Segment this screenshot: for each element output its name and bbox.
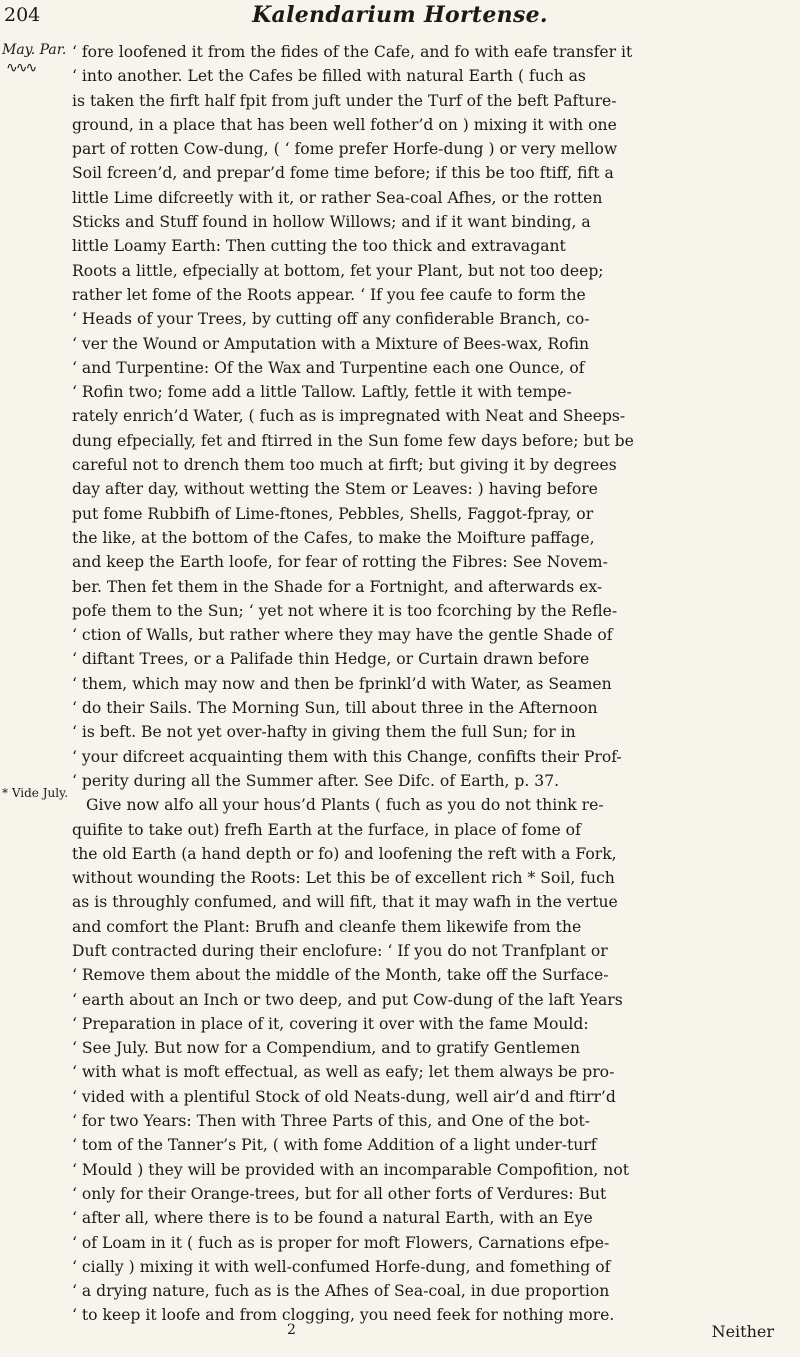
text-line: Sticks and Stuff found in hollow Willows; and if it want binding, a (72, 213, 591, 232)
text-line: and keep the Earth loofe, for fear of rotting the Fibres: See Novem- (72, 553, 608, 572)
text-line: Give now alfo all your hous’d Plants ( fuch as you do not think re- (86, 796, 604, 815)
text-line: as is throughly confumed, and will fift, that it may wafh in the vertue (72, 893, 618, 912)
text-line: ‘ earth about an Inch or two deep, and put Cow-dung of the laft Years (72, 990, 623, 1009)
text-line: Soil fcreen’d, and prepar’d fome time before; if this be too ftiff, fift a (72, 164, 614, 183)
text-line: ground, in a place that has been well fother’d on ) mixing it with one (72, 115, 617, 134)
text-line: without wounding the Roots: Let this be of excellent rich * Soil, fuch (72, 869, 615, 888)
text-line: ‘ do their Sails. The Morning Sun, till about three in the Afternoon (72, 699, 598, 718)
text-line: quifite to take out) frefh Earth at the furface, in place of fome of (72, 820, 581, 839)
text-line: put fome Rubbifh of Lime-ftones, Pebbles, Shells, Faggot-fpray, or (72, 504, 594, 523)
text-line: ‘ them, which may now and then be fprinkl’d with Water, as Seamen (72, 674, 612, 693)
text-line: the like, at the bottom of the Cafes, to make the Moifture paffage, (72, 528, 595, 547)
text-line: ‘ to keep it loofe and from clogging, you need feek for nothing more. (72, 1306, 615, 1325)
margin-month-label: May. Par. (2, 42, 67, 58)
text-line: ‘ Remove them about the middle of the Month, take off the Surface- (72, 966, 609, 985)
text-line: careful not to drench them too much at firft; but giving it by degrees (72, 456, 617, 475)
text-line: day after day, without wetting the Stem or Leaves: ) having before (72, 480, 598, 499)
text-line: ‘ with what is moft effectual, as well as eafy; let them always be pro- (72, 1063, 615, 1082)
text-line: ‘ See July. But now for a Compendium, and to gratify Gentlemen (72, 1039, 580, 1058)
text-line: ‘ of Loam in it ( fuch as is proper for moft Flowers, Carnations efpe- (72, 1233, 610, 1252)
margin-footnote-marker: * Vide July. (2, 786, 69, 800)
text-line: ‘ Mould ) they will be provided with an incomparable Compofition, not (72, 1160, 629, 1179)
text-line: is taken the firft half fpit from juft under the Turf of the beft Pafture- (72, 91, 617, 110)
running-title: Kalendarium Hortense. (252, 2, 548, 28)
text-line: and comfort the Plant: Brufh and cleanfe them likewife from the (72, 917, 582, 936)
text-line: ‘ ver the Wound or Amputation with a Mixture of Bees-wax, Rofin (72, 334, 590, 353)
text-line: ‘ is beft. Be not yet over-hafty in giving them the full Sun; for in (72, 723, 576, 742)
text-line: rather let fome of the Roots appear. ‘ If you fee caufe to form the (72, 285, 586, 304)
text-line: ‘ your difcreet acquainting them with this Change, confifts their Prof- (72, 747, 622, 766)
text-line: ‘ for two Years: Then with Three Parts of this, and One of the bot- (72, 1112, 591, 1131)
text-line: ‘ a drying nature, fuch as is the Afhes of Sea-coal, in due proportion (72, 1282, 610, 1301)
body-text (72, 40, 794, 1328)
text-line: ‘ Preparation in place of it, covering it over with the fame Mould: (72, 1014, 589, 1033)
page-number: 204 (4, 4, 41, 26)
text-line: ‘ cially ) mixing it with well-confumed Horfe-dung, and fomething of (72, 1257, 611, 1276)
page-header (0, 0, 800, 34)
text-line: little Loamy Earth: Then cutting the too thick and extravagant (72, 237, 566, 256)
text-line: ber. Then fet them in the Shade for a Fortnight, and afterwards ex- (72, 577, 603, 596)
text-line: ‘ after all, where there is to be found a natural Earth, with an Eye (72, 1209, 593, 1228)
catchword: Neither (711, 1322, 774, 1341)
text-line: ‘ into another. Let the Cafes be filled with natural Earth ( fuch as (72, 67, 586, 86)
text-line: ‘ Rofin two; fome add a little Tallow. Laftly, fettle it with tempe- (72, 383, 572, 402)
text-line: dung efpecially, fet and ftirred in the Sun fome few days before; but be (72, 431, 634, 450)
text-line: ‘ ction of Walls, but rather where they may have the gentle Shade of (72, 626, 613, 645)
text-line: ‘ perity during all the Summer after. See Difc. of Earth, p. 37. (72, 771, 560, 790)
margin-ornament: ∿∿∿ (6, 60, 36, 76)
text-line: little Lime difcreetly with it, or rather Sea-coal Afhes, or the rotten (72, 188, 603, 207)
text-line: ‘ diftant Trees, or a Palifade thin Hedge, or Curtain drawn before (72, 650, 590, 669)
text-line: ‘ fore loofened it from the fides of the Cafe, and fo with eafe transfer it (72, 43, 633, 61)
signature-mark: 2 (287, 1322, 296, 1338)
text-line: ‘ Heads of your Trees, by cutting off any confiderable Branch, co- (72, 310, 590, 329)
text-line: Roots a little, efpecially at bottom, fet your Plant, but not too deep; (72, 261, 604, 280)
text-line: Duft contracted during their enclofure: ‘ If you do not Tranfplant or (72, 941, 608, 960)
text-line: part of rotten Cow-dung, ( ‘ fome prefer Horfe-dung ) or very mellow (72, 140, 618, 159)
text-line: ‘ and Turpentine: Of the Wax and Turpentine each one Ounce, of (72, 358, 585, 377)
text-line: ‘ vided with a plentiful Stock of old Neats-dung, well air’d and ftirr’d (72, 1087, 616, 1106)
text-line: rately enrich’d Water, ( fuch as is impregnated with Neat and Sheeps- (72, 407, 626, 426)
text-line: ‘ tom of the Tanner’s Pit, ( with fome Addition of a light under-turf (72, 1136, 597, 1155)
text-line: pofe them to the Sun; ‘ yet not where it is too fcorching by the Refle- (72, 601, 618, 620)
text-line: ‘ only for their Orange-trees, but for all other forts of Verdures: But (72, 1184, 607, 1203)
text-line: the old Earth (a hand depth or fo) and loofening the reft with a Fork, (72, 844, 617, 863)
